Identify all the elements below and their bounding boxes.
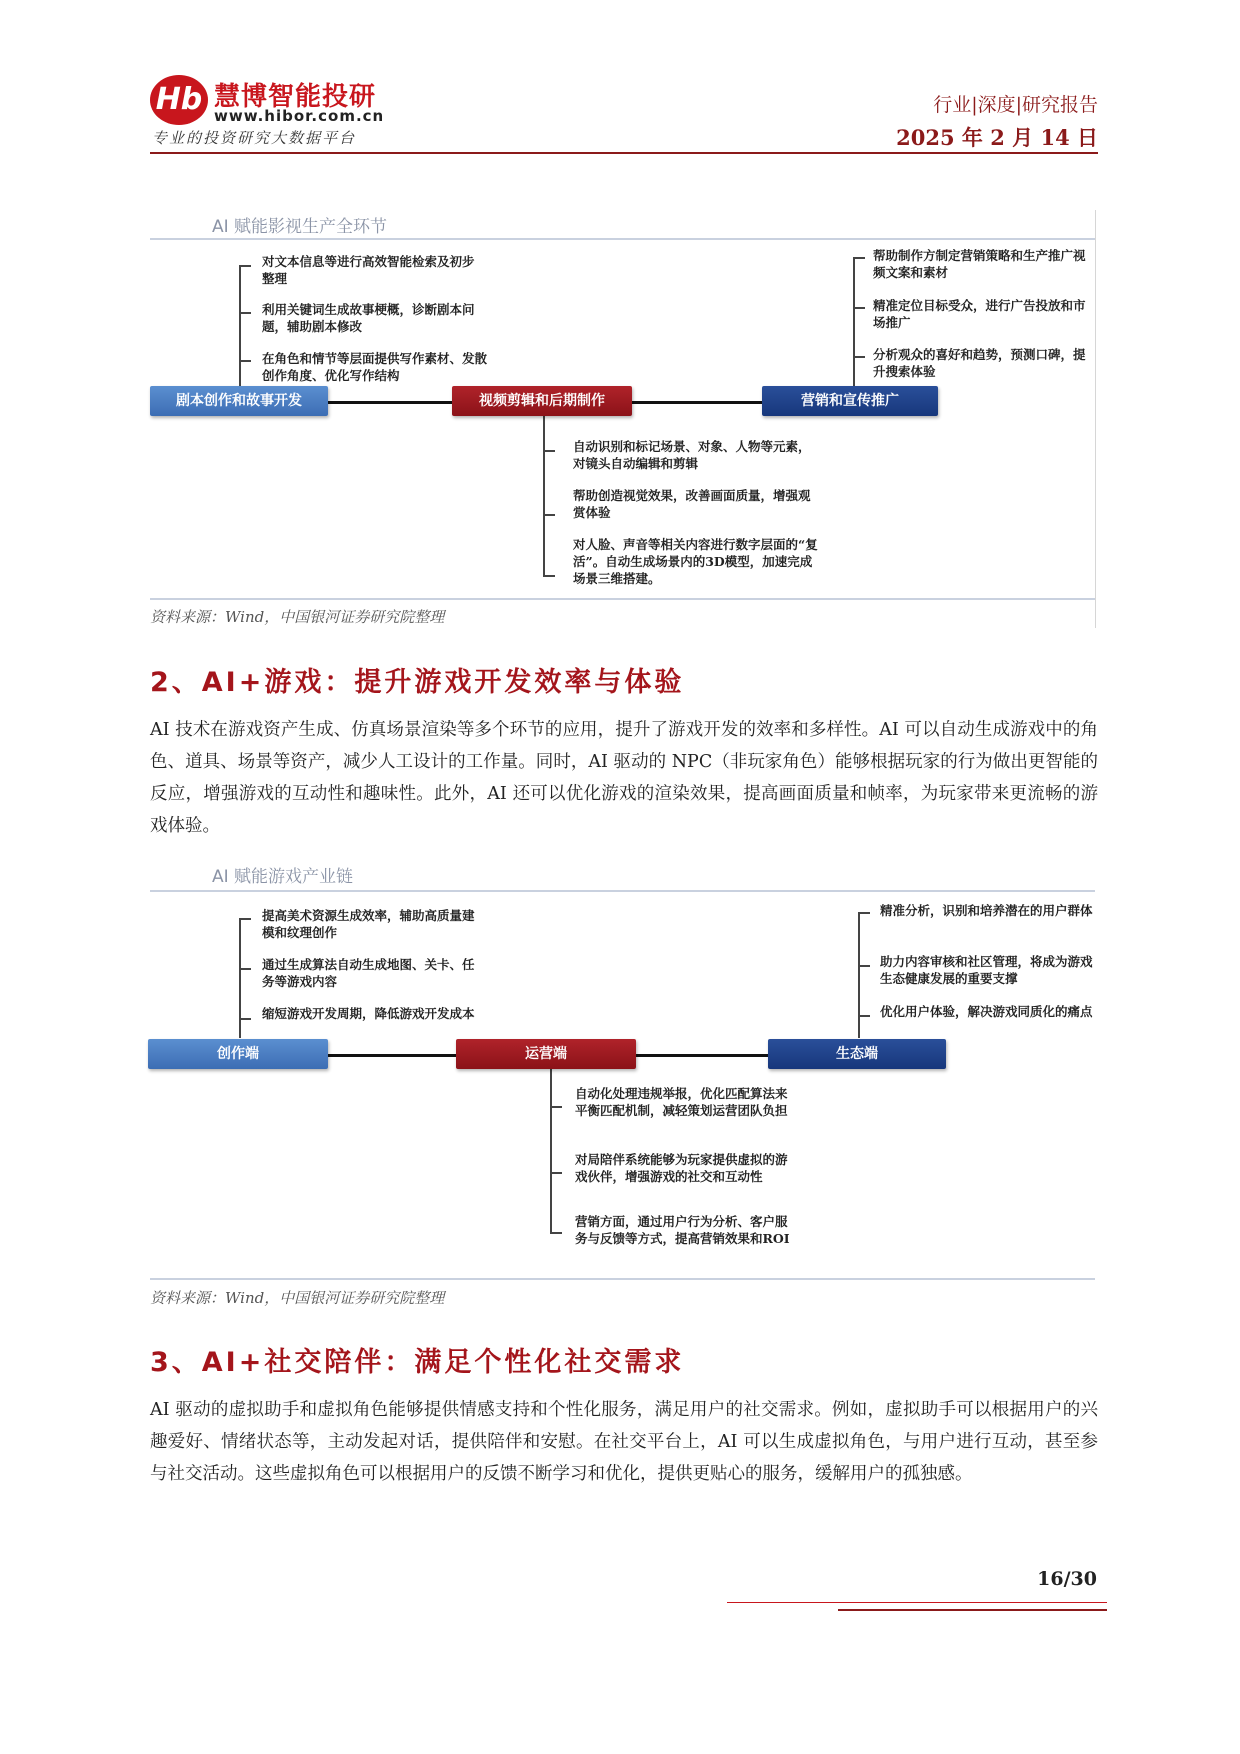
figure-text: 利用关键词生成故事梗概，诊断剧本问题，辅助剧本修改	[262, 302, 475, 334]
branch-tick	[550, 1106, 562, 1108]
node-creation: 创作端	[148, 1039, 328, 1069]
figure-text: 帮助制作方制定营销策略和生产推广视频文案和素材	[873, 248, 1086, 280]
figure-title: AI 赋能游戏产业链	[212, 867, 354, 887]
figure-text: 自动识别和标记场景、对象、人物等元素，对镜头自动编辑和剪辑	[573, 439, 811, 471]
figure-bottom-rule	[150, 1278, 1095, 1280]
branch-line	[543, 416, 545, 577]
figure-text: 通过生成算法自动生成地图、关卡、任务等游戏内容	[262, 957, 475, 989]
figure-text: 提高美术资源生成效率，辅助高质量建模和纹理创作	[262, 908, 475, 940]
header-divider	[150, 152, 1098, 154]
branch-tick	[853, 307, 865, 309]
branch-tick	[550, 1232, 562, 1234]
branch-tick	[239, 312, 251, 314]
figure-bottom-rule	[150, 598, 1095, 600]
branch-tick	[853, 257, 865, 259]
figure-text: 对局陪伴系统能够为玩家提供虚拟的游戏伙伴，增强游戏的社交和互动性	[575, 1152, 788, 1184]
figure-text: 自动化处理违规举报，优化匹配算法来平衡匹配机制，减轻策划运营团队负担	[575, 1086, 788, 1118]
logo-icon: Hb	[150, 75, 208, 125]
figure-text: 分析观众的喜好和趋势，预测口碑，提升搜索体验	[873, 347, 1086, 379]
branch-line	[853, 257, 855, 386]
logo-slogan: 专业的投资研究大数据平台	[152, 129, 357, 147]
page-number: 16/30	[1037, 1568, 1097, 1590]
figure-text: 精准分析，识别和培养潜在的用户群体	[880, 903, 1093, 918]
branch-tick	[239, 968, 251, 970]
figure-text: 在角色和情节等层面提供写作素材、发散创作角度、优化写作结构	[262, 351, 488, 383]
figure-source: 资料来源：Wind，中国银河证券研究院整理	[150, 1289, 445, 1307]
figure-text: 对人脸、声音等相关内容进行数字层面的“复活”。自动生成场景内的3D模型，加速完成场景三维搭建。	[573, 537, 818, 586]
branch-line	[550, 1069, 552, 1234]
figure-top-rule	[150, 890, 1095, 892]
figure-frame	[1095, 210, 1096, 628]
figure-text: 优化用户体验，解决游戏同质化的痛点	[880, 1004, 1093, 1019]
branch-tick	[239, 360, 251, 362]
figure-text: 缩短游戏开发周期，降低游戏开发成本	[262, 1006, 475, 1021]
body-paragraph: AI 驱动的虚拟助手和虚拟角色能够提供情感支持和个性化服务，满足用户的社交需求。例如，虚拟助手可以根据用户的兴趣爱好、情绪状态等，主动发起对话，提供陪伴和安慰。在社交平台上，AI 可以生成虚拟角色，与用户进行互动，甚至参与社交活动。这些虚拟角色可以根据用户的反馈不断学习和优化，提供更贴心的服务，缓解用户的孤独感。	[150, 1400, 1098, 1484]
figure-text: 帮助创造视觉效果，改善画面质量，增强观赏体验	[573, 488, 811, 520]
figure-title: AI 赋能影视生产全环节	[212, 217, 388, 237]
figure-text: 对文本信息等进行高效智能检索及初步整理	[262, 254, 475, 286]
figure-top-rule	[150, 238, 1095, 240]
branch-tick	[858, 965, 870, 967]
branch-tick	[239, 1018, 251, 1020]
figure-text: 助力内容审核和社区管理，将成为游戏生态健康发展的重要支撑	[880, 954, 1093, 986]
footer-rule	[727, 1602, 1107, 1603]
branch-tick	[543, 575, 555, 577]
node-editing: 视频剪辑和后期制作	[452, 386, 632, 416]
node-marketing: 营销和宣传推广	[762, 386, 938, 416]
branch-tick	[550, 1172, 562, 1174]
figure-text: 精准定位目标受众，进行广告投放和市场推广	[873, 298, 1086, 330]
figure-source: 资料来源：Wind，中国银河证券研究院整理	[150, 608, 445, 626]
figure-text: 营销方面，通过用户行为分析、客户服务与反馈等方式，提高营销效果和ROI	[575, 1214, 790, 1246]
branch-tick	[858, 1015, 870, 1017]
branch-tick	[239, 265, 251, 267]
section-heading: 2、AI+游戏：提升游戏开发效率与体验	[150, 667, 685, 698]
report-category: 行业|深度|研究报告	[933, 94, 1098, 116]
body-paragraph: AI 技术在游戏资产生成、仿真场景渲染等多个环节的应用，提升了游戏开发的效率和多样性。AI 可以自动生成游戏中的角色、道具、场景等资产，减少人工设计的工作量。同时，AI 驱动的 NPC（非玩家角色）能够根据玩家的行为做出更智能的反应，增强游戏的互动性和趣味性。此外，AI 还可以优化游戏的渲染效果，提高画面质量和帧率，为玩家带来更流畅的游戏体验。	[150, 720, 1098, 836]
branch-tick	[858, 912, 870, 914]
node-operation: 运营端	[456, 1039, 636, 1069]
report-date: 2025 年 2 月 14 日	[896, 125, 1098, 150]
branch-line	[239, 918, 241, 1038]
logo-name: 慧博智能投研	[214, 82, 377, 112]
footer-rule-bold	[838, 1609, 1107, 1611]
branch-line	[239, 265, 241, 386]
node-ecosystem: 生态端	[768, 1039, 946, 1069]
section-heading: 3、AI+社交陪伴：满足个性化社交需求	[150, 1347, 685, 1378]
branch-line	[858, 912, 860, 1038]
branch-tick	[239, 918, 251, 920]
node-script: 剧本创作和故事开发	[150, 386, 328, 416]
branch-tick	[543, 450, 555, 452]
branch-tick	[543, 514, 555, 516]
logo-url[interactable]: www.hibor.com.cn	[214, 107, 385, 125]
branch-tick	[853, 356, 865, 358]
